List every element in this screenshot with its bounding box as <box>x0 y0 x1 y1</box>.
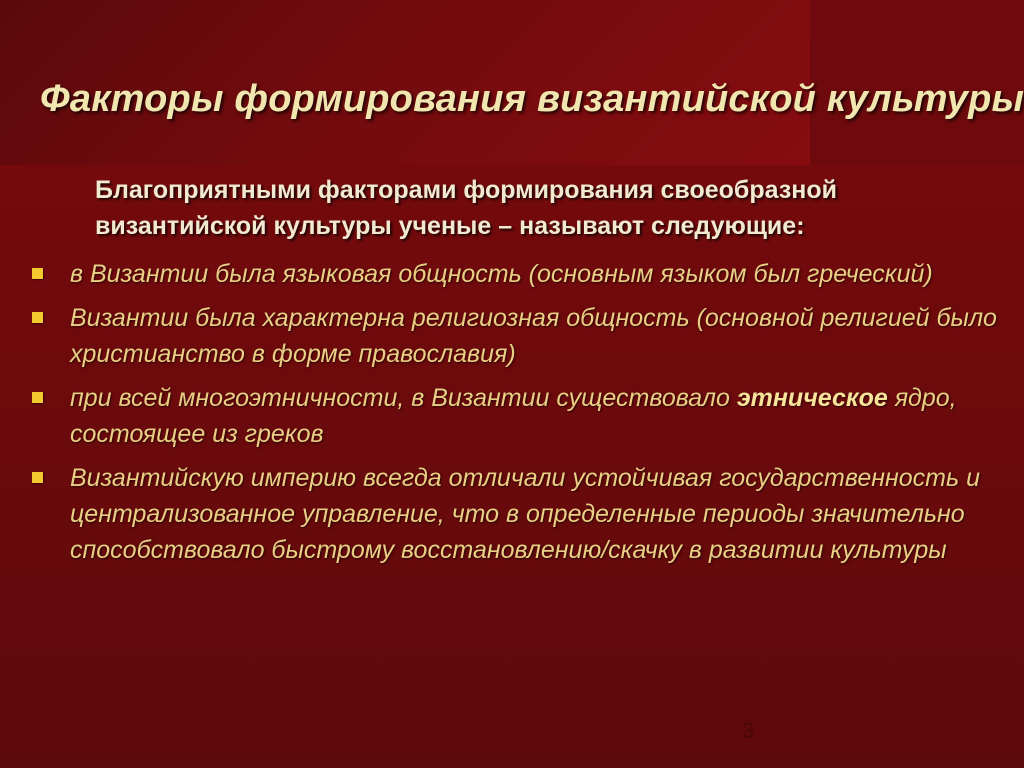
bullet-text-start: при всей многоэтничности, в Византии существовало <box>70 384 737 412</box>
bullet-item-ethnic-core <box>30 380 1020 452</box>
bullet-item-religion <box>30 300 1020 372</box>
bullet-list <box>30 256 1020 576</box>
square-bullet-icon <box>32 312 43 323</box>
bullet-text: Византийскую империю всегда отличали устойчивая государственность и централизованное управление, что в определенные периоды значительно способствовало быстрому восстановлению/скачку в развитии культуры <box>70 464 980 564</box>
bullet-text-end: ядро, состоящее из греков <box>70 384 957 448</box>
intro-text: Благоприятными факторами формирования своеобразной византийской культуры ученые – называют следующие: <box>95 176 837 240</box>
bullet-item-language <box>30 256 1020 292</box>
bullet-text: Византии была характерна религиозная общность (основной религией было христианство в форме православия) <box>70 304 997 368</box>
square-bullet-icon <box>32 268 43 279</box>
square-bullet-icon <box>32 472 43 483</box>
bullet-emphasis: этническое <box>736 384 888 412</box>
square-bullet-icon <box>32 392 43 403</box>
bullet-text: в Византии была языковая общность (основным языком был греческий) <box>70 260 933 288</box>
bullet-item-statehood <box>30 460 1020 568</box>
page-number: 3 <box>742 718 755 743</box>
slide-title: Факторы формирования византийской культуры <box>40 78 1024 120</box>
